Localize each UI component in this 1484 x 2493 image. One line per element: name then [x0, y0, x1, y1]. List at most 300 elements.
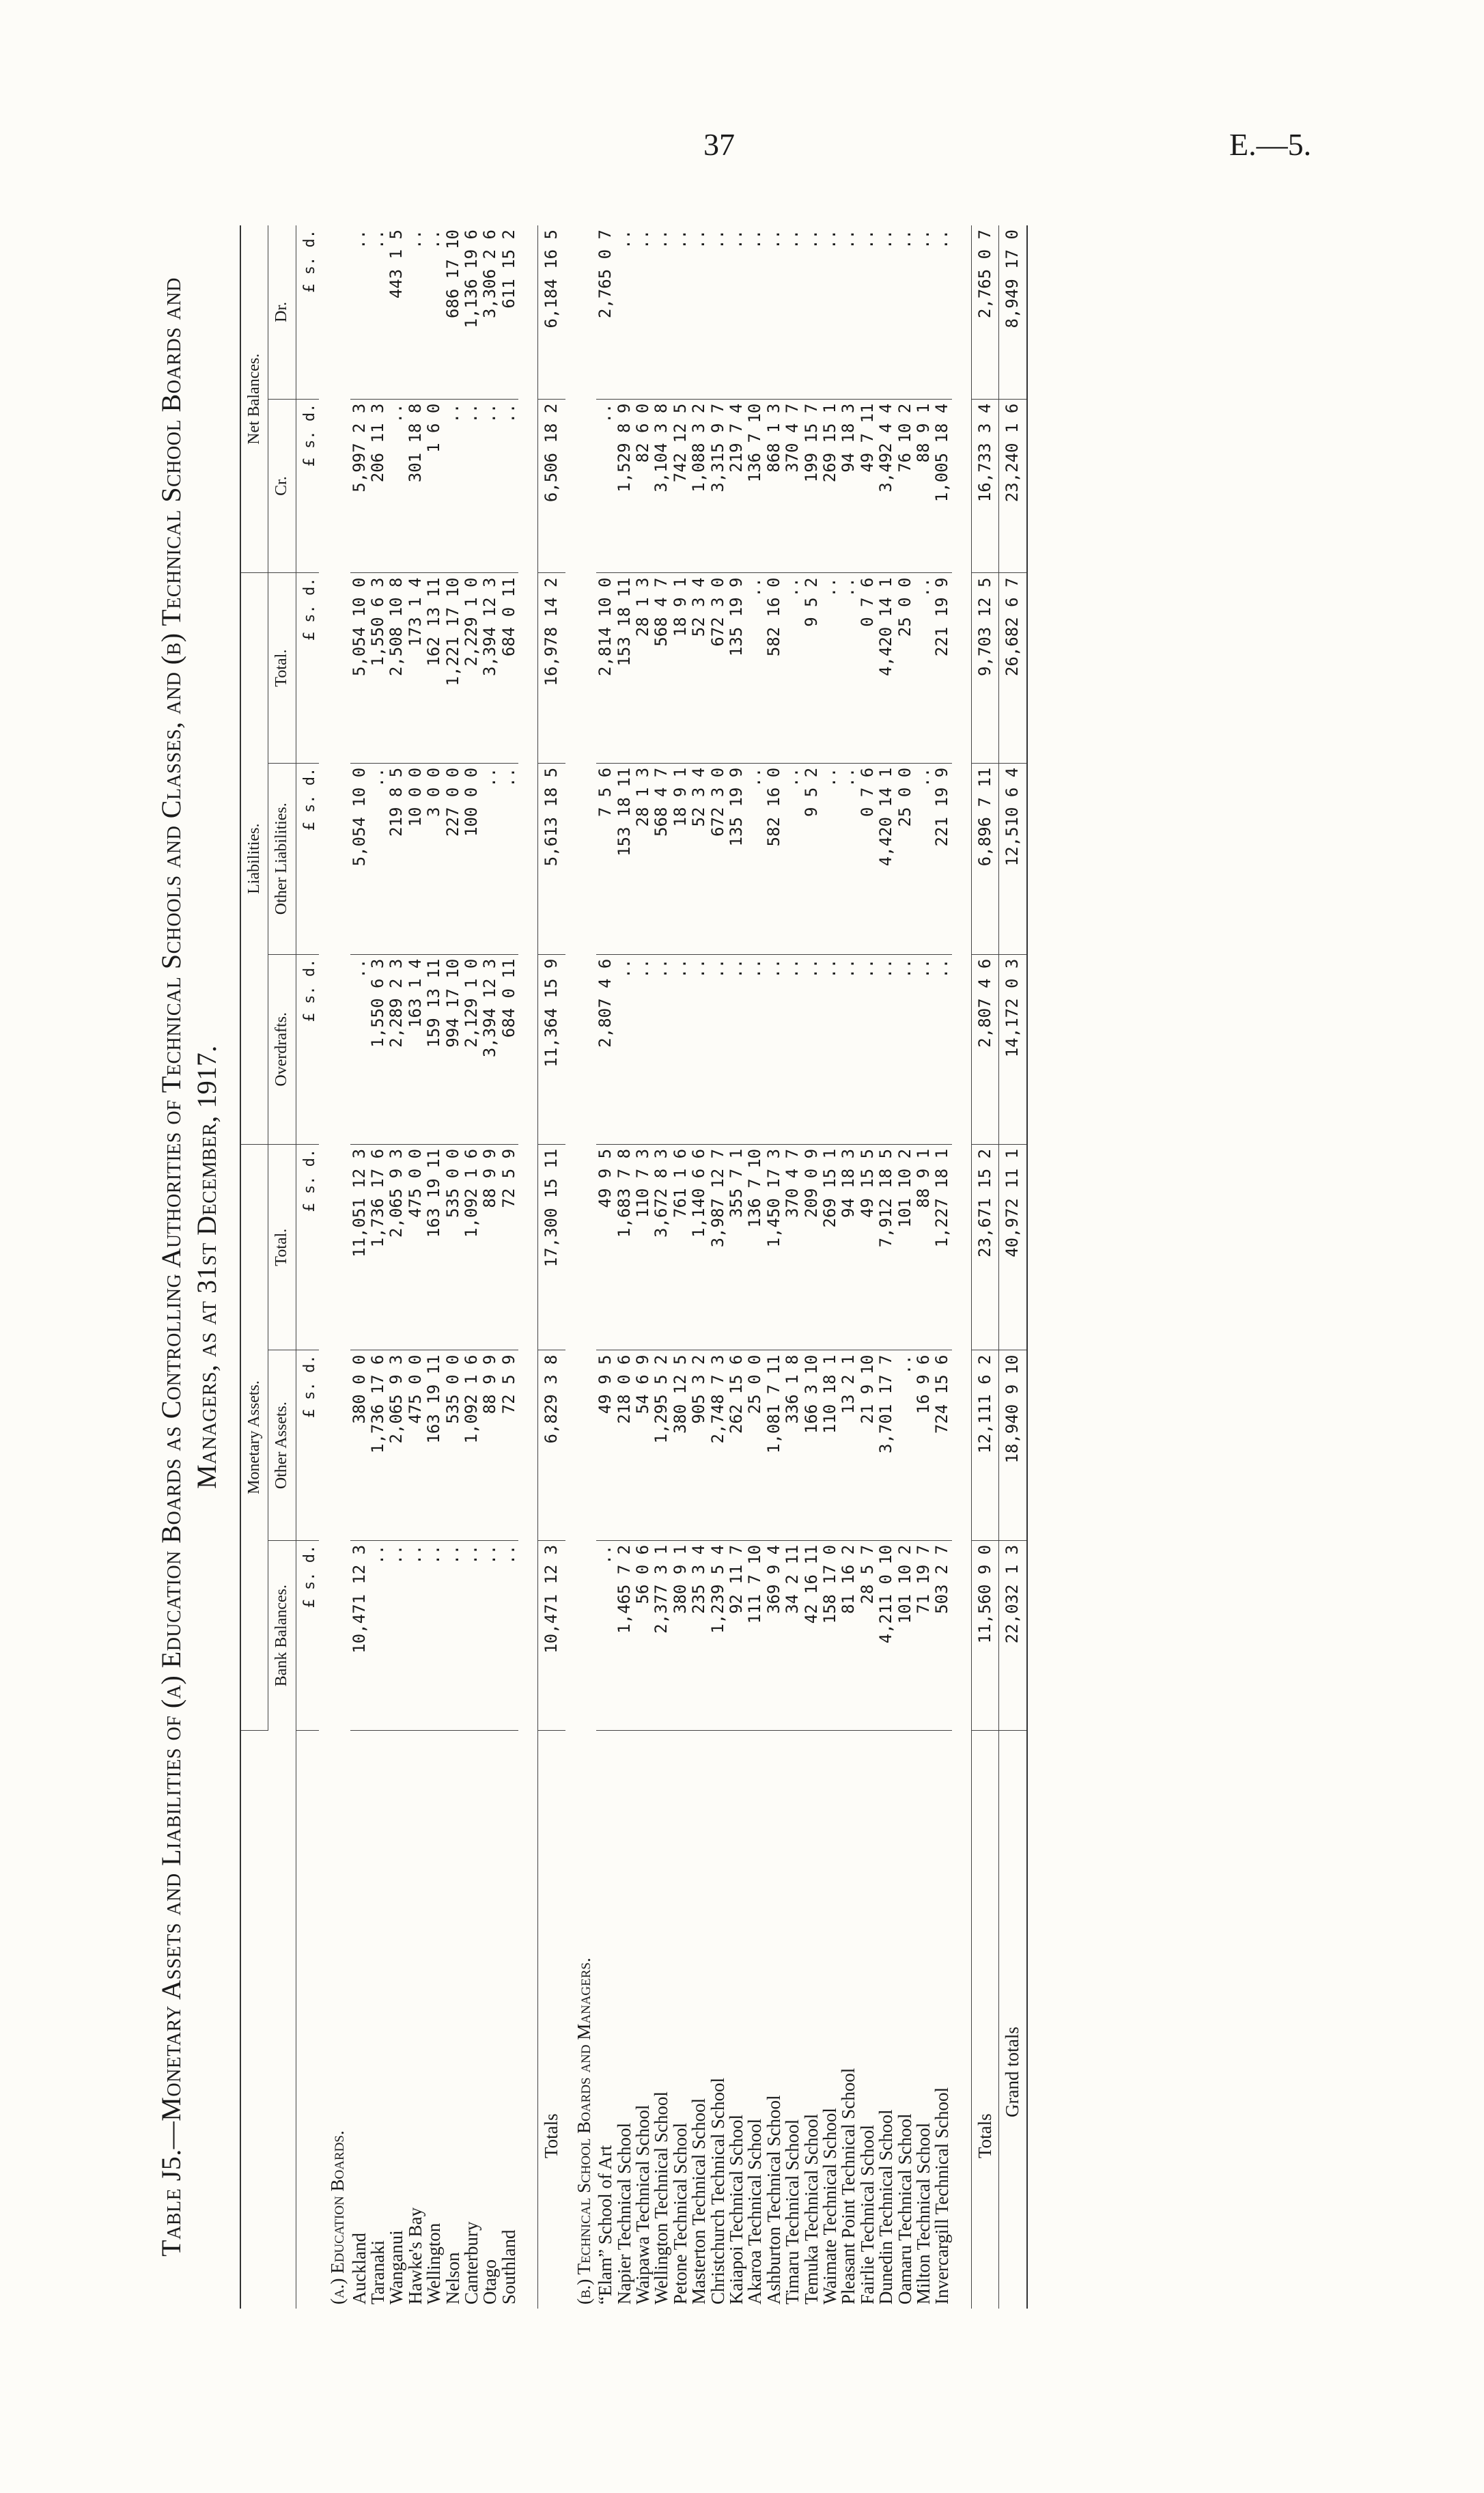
value-cell: 163 19 11 — [425, 1144, 443, 1350]
units-cell: £ s. d. — [296, 399, 319, 573]
value-cell: 1,295 5 2 — [652, 1350, 671, 1540]
value-cell: .. — [406, 225, 425, 399]
value-cell: 868 1 3 — [765, 399, 783, 573]
value-cell: 52 3 4 — [690, 763, 708, 954]
value-cell: 206 11 3 — [369, 399, 387, 573]
row-label: Wanganui — [386, 2230, 407, 2304]
value-cell: .. — [634, 225, 652, 399]
value-cell: 163 1 4 — [406, 954, 425, 1144]
value-cell: .. — [877, 954, 895, 1144]
value-cell: .. — [615, 225, 634, 399]
value-cell: .. — [839, 225, 858, 399]
section-a-totals-row — [538, 225, 565, 2309]
value-cell: 235 3 4 — [690, 1540, 708, 1730]
value-cell: 994 17 10 — [444, 954, 462, 1144]
value-cell: .. — [933, 954, 951, 1144]
table-row — [690, 225, 708, 2309]
value-cell: 162 13 11 — [425, 573, 443, 763]
value-cell: .. — [406, 1540, 425, 1730]
value-cell: .. — [765, 225, 783, 399]
value-cell: 2,807 4 6 — [596, 954, 615, 1144]
value-cell: 672 3 0 — [709, 763, 727, 954]
value-cell: 88 9 1 — [914, 399, 933, 573]
row-label: Wellington Technical School — [651, 2091, 672, 2304]
table-caption — [154, 225, 225, 2309]
value-cell: .. — [615, 954, 634, 1144]
value-cell: 54 6 9 — [634, 1350, 652, 1540]
value-cell: 3,394 12 3 — [481, 573, 499, 763]
value-cell: 9 5 2 — [802, 573, 821, 763]
value-cell: 6,184 16 5 — [538, 225, 565, 399]
value-cell: 582 16 0 — [765, 573, 783, 763]
header-dr: Dr. — [268, 225, 296, 399]
value-cell: .. — [652, 225, 671, 399]
table-row — [746, 225, 764, 2309]
row-label: Waipawa Technical School — [632, 2104, 653, 2304]
units-cell: £ s. d. — [296, 1540, 319, 1730]
value-cell: .. — [671, 225, 690, 399]
value-cell: 1,136 19 6 — [462, 225, 481, 399]
row-label: “Elam” School of Art — [595, 2145, 616, 2304]
value-cell: 3,492 4 4 — [877, 399, 895, 573]
value-cell: 3,701 17 7 — [877, 1350, 895, 1540]
value-cell: 3,672 8 3 — [652, 1144, 671, 1350]
units-cell: £ s. d. — [296, 1350, 319, 1540]
value-cell: 219 7 4 — [727, 399, 746, 573]
page-header — [0, 126, 1484, 181]
value-cell: 13 2 1 — [839, 1350, 858, 1540]
value-cell: 3,987 12 7 — [709, 1144, 727, 1350]
row-label: Ashburton Technical School — [763, 2095, 784, 2304]
value-cell: 6,506 18 2 — [538, 399, 565, 573]
value-cell: 1,550 6 3 — [369, 954, 387, 1144]
table-row — [369, 225, 387, 2309]
value-cell: 380 9 1 — [671, 1540, 690, 1730]
row-label: Otago — [479, 2259, 501, 2304]
value-cell: 110 18 1 — [821, 1350, 839, 1540]
value-cell: 163 19 11 — [425, 1350, 443, 1540]
value-cell: 52 3 4 — [690, 573, 708, 763]
table-row — [877, 225, 895, 2309]
units-cell: £ s. d. — [296, 225, 319, 399]
value-cell: 12,510 6 4 — [999, 763, 1027, 954]
value-cell: .. — [444, 399, 462, 573]
value-cell: .. — [802, 954, 821, 1144]
row-label: Taranaki — [367, 2240, 389, 2304]
value-cell: 110 7 3 — [634, 1144, 652, 1350]
value-cell: 4,211 0 10 — [877, 1540, 895, 1730]
table-row — [481, 225, 499, 2309]
document-code: E.—5. — [1229, 127, 1312, 162]
value-cell: .. — [709, 225, 727, 399]
table-caption-title: —Monetary Assets and Liabilities of (a) Education Boards as Controlling Authorities of Technical Schools and Classes, and (b) Technical School Boards and Managers, as at 31st December, 1917. — [156, 277, 222, 2149]
header-cr: Cr. — [268, 399, 296, 573]
value-cell: 88 9 1 — [914, 1144, 933, 1350]
value-cell: 724 15 6 — [933, 1350, 951, 1540]
value-cell: .. — [652, 954, 671, 1144]
value-cell: .. — [783, 763, 802, 954]
value-cell: 49 7 11 — [858, 399, 877, 573]
value-cell: .. — [802, 225, 821, 399]
value-cell: 153 18 11 — [615, 573, 634, 763]
value-cell: 370 4 7 — [783, 399, 802, 573]
value-cell: 221 19 9 — [933, 573, 951, 763]
value-cell: 582 16 0 — [765, 763, 783, 954]
value-cell: 209 0 9 — [802, 1144, 821, 1350]
value-cell: 88 9 9 — [481, 1350, 499, 1540]
table-row — [765, 225, 783, 2309]
value-cell: 611 15 2 — [500, 225, 518, 399]
section-a-heading — [319, 225, 350, 2309]
value-cell: .. — [481, 399, 499, 573]
value-cell: .. — [746, 954, 764, 1144]
value-cell: 40,972 11 1 — [999, 1144, 1027, 1350]
units-cell: £ s. d. — [296, 573, 319, 763]
value-cell: .. — [369, 225, 387, 399]
row-label: Auckland — [348, 2233, 369, 2304]
value-cell: 336 1 8 — [783, 1350, 802, 1540]
value-cell: 153 18 11 — [615, 763, 634, 954]
value-cell: 2,065 9 3 — [387, 1144, 406, 1350]
value-cell: 684 0 11 — [500, 954, 518, 1144]
value-cell: 5,054 10 0 — [350, 573, 369, 763]
value-cell: .. — [914, 763, 933, 954]
value-cell: 101 10 2 — [896, 1144, 914, 1350]
value-cell: .. — [690, 954, 708, 1144]
row-label: Timaru Technical School — [782, 2119, 803, 2304]
value-cell: 2,229 1 0 — [462, 573, 481, 763]
value-cell: .. — [746, 573, 764, 763]
value-cell: 355 7 1 — [727, 1144, 746, 1350]
value-cell: 159 13 11 — [425, 954, 443, 1144]
value-cell: .. — [690, 225, 708, 399]
value-cell: 25 0 0 — [746, 1350, 764, 1540]
value-cell: 92 11 7 — [727, 1540, 746, 1730]
value-cell: 21 9 10 — [858, 1350, 877, 1540]
value-cell: 2,748 7 3 — [709, 1350, 727, 1540]
value-cell: 23,240 1 6 — [999, 399, 1027, 573]
table-row — [350, 225, 369, 2309]
row-label: Canterbury — [461, 2221, 482, 2304]
value-cell: 23,671 15 2 — [971, 1144, 998, 1350]
rotated-table-block — [154, 225, 1280, 2309]
value-cell: 6,829 3 8 — [538, 1350, 565, 1540]
table-row — [444, 225, 462, 2309]
value-cell: 82 6 0 — [634, 399, 652, 573]
value-cell: 14,172 0 3 — [999, 954, 1027, 1144]
value-cell: .. — [369, 1540, 387, 1730]
value-cell: 56 0 6 — [634, 1540, 652, 1730]
value-cell: 7 5 6 — [596, 763, 615, 954]
value-cell: 0 7 6 — [858, 763, 877, 954]
value-cell: .. — [746, 225, 764, 399]
value-cell: 2,065 9 3 — [387, 1350, 406, 1540]
value-cell: .. — [596, 1540, 615, 1730]
value-cell: 17,300 15 11 — [538, 1144, 565, 1350]
value-cell: 81 16 2 — [839, 1540, 858, 1730]
section-a-heading-label: (a.) Education Boards. — [327, 2130, 348, 2304]
value-cell: 380 0 0 — [350, 1350, 369, 1540]
value-cell: 18 9 1 — [671, 573, 690, 763]
value-cell: 7,912 18 5 — [877, 1144, 895, 1350]
value-cell: 111 7 10 — [746, 1540, 764, 1730]
value-cell: 49 9 5 — [596, 1350, 615, 1540]
value-cell: .. — [914, 573, 933, 763]
value-cell: 25 0 0 — [896, 763, 914, 954]
units-row — [296, 225, 319, 2309]
value-cell: .. — [727, 954, 746, 1144]
value-cell: 269 15 1 — [821, 399, 839, 573]
value-cell: .. — [858, 954, 877, 1144]
value-cell: 28 5 7 — [858, 1540, 877, 1730]
table-row — [462, 225, 481, 2309]
value-cell: .. — [387, 399, 406, 573]
value-cell: .. — [821, 225, 839, 399]
header-other-assets: Other Assets. — [268, 1350, 296, 1540]
value-cell: 301 18 8 — [406, 399, 425, 573]
value-cell: .. — [481, 1540, 499, 1730]
table-row — [783, 225, 802, 2309]
value-cell: .. — [596, 399, 615, 573]
value-cell: 49 9 5 — [596, 1144, 615, 1350]
row-label: Milton Technical School — [913, 2122, 934, 2304]
header-monetary-assets: Monetary Assets. — [240, 1144, 268, 1730]
value-cell: 25 0 0 — [896, 573, 914, 763]
value-cell: 535 0 0 — [444, 1144, 462, 1350]
value-cell: 1,092 1 6 — [462, 1350, 481, 1540]
value-cell: 1,450 17 3 — [765, 1144, 783, 1350]
value-cell: .. — [783, 954, 802, 1144]
value-cell: 686 17 10 — [444, 225, 462, 399]
value-cell: 2,129 1 0 — [462, 954, 481, 1144]
value-cell: .. — [671, 954, 690, 1144]
value-cell: .. — [839, 763, 858, 954]
value-cell: 1,529 8 9 — [615, 399, 634, 573]
value-cell: 905 3 2 — [690, 1350, 708, 1540]
value-cell: 262 15 6 — [727, 1350, 746, 1540]
value-cell: 568 4 7 — [652, 763, 671, 954]
value-cell: 4,420 14 1 — [877, 763, 895, 954]
table-row — [858, 225, 877, 2309]
value-cell: .. — [914, 954, 933, 1144]
value-cell: .. — [933, 225, 951, 399]
value-cell: 11,051 12 3 — [350, 1144, 369, 1350]
section-b-heading — [565, 225, 596, 2309]
table-row — [652, 225, 671, 2309]
value-cell: 94 18 3 — [839, 399, 858, 573]
row-label: Totals — [971, 1731, 998, 2309]
value-cell: 16,733 3 4 — [971, 399, 998, 573]
value-cell: 1,736 17 6 — [369, 1144, 387, 1350]
value-cell: 136 7 10 — [746, 1144, 764, 1350]
header-blank — [240, 1731, 296, 2309]
spacer-row — [952, 225, 972, 2309]
value-cell: 10 0 0 — [406, 763, 425, 954]
row-label: Hawke's Bay — [404, 2207, 425, 2304]
value-cell: 535 0 0 — [444, 1350, 462, 1540]
value-cell: .. — [858, 225, 877, 399]
value-cell: 0 7 6 — [858, 573, 877, 763]
table-row — [500, 225, 518, 2309]
value-cell: 6,896 7 11 — [971, 763, 998, 954]
table-row — [727, 225, 746, 2309]
table-row — [896, 225, 914, 2309]
table-row — [671, 225, 690, 2309]
value-cell: 1 6 0 — [425, 399, 443, 573]
value-cell: 380 12 5 — [671, 1350, 690, 1540]
value-cell: 369 9 4 — [765, 1540, 783, 1730]
value-cell: 26,682 6 7 — [999, 573, 1027, 763]
value-cell: 3,315 9 7 — [709, 399, 727, 573]
value-cell: 1,081 7 11 — [765, 1350, 783, 1540]
value-cell: 173 1 4 — [406, 573, 425, 763]
value-cell: 2,289 2 3 — [387, 954, 406, 1144]
section-b-totals-row — [971, 225, 998, 2309]
value-cell: 1,088 3 2 — [690, 399, 708, 573]
value-cell: 158 17 0 — [821, 1540, 839, 1730]
table-caption-lead: Table J5. — [156, 2149, 186, 2257]
value-cell: .. — [821, 573, 839, 763]
value-cell: 443 1 5 — [387, 225, 406, 399]
header-total-assets: Total. — [268, 1144, 296, 1350]
value-cell: 10,471 12 3 — [350, 1540, 369, 1730]
value-cell: .. — [877, 225, 895, 399]
header-bank-balances: Bank Balances. — [268, 1540, 296, 1730]
value-cell: 2,814 10 0 — [596, 573, 615, 763]
table-row — [425, 225, 443, 2309]
row-label: Kaiapoi Technical School — [725, 2114, 746, 2304]
value-cell: .. — [500, 399, 518, 573]
value-cell: 18,940 9 10 — [999, 1350, 1027, 1540]
value-cell: .. — [387, 1540, 406, 1730]
value-cell: 5,997 2 3 — [350, 399, 369, 573]
value-cell: .. — [500, 763, 518, 954]
header-row-groups — [240, 225, 268, 2309]
value-cell: 568 4 7 — [652, 573, 671, 763]
value-cell: .. — [821, 954, 839, 1144]
units-cell: £ s. d. — [296, 1144, 319, 1350]
table-row — [839, 225, 858, 2309]
value-cell: 2,765 0 7 — [971, 225, 998, 399]
row-label: Wellington — [423, 2223, 445, 2304]
value-cell: 1,683 7 8 — [615, 1144, 634, 1350]
value-cell: 1,239 5 4 — [709, 1540, 727, 1730]
value-cell: 22,032 1 3 — [999, 1540, 1027, 1730]
row-label: Totals — [538, 1731, 565, 2309]
value-cell: .. — [896, 1350, 914, 1540]
value-cell: 28 1 3 — [634, 763, 652, 954]
value-cell: 11,560 9 0 — [971, 1540, 998, 1730]
value-cell: 5,613 18 5 — [538, 763, 565, 954]
value-cell: 88 9 9 — [481, 1144, 499, 1350]
value-cell: .. — [783, 573, 802, 763]
row-label: Fairlie Technical School — [856, 2124, 878, 2304]
grand-totals-row — [999, 225, 1027, 2309]
row-label: Christchurch Technical School — [707, 2077, 728, 2304]
value-cell: 166 3 10 — [802, 1350, 821, 1540]
row-label: Grand totals — [999, 1731, 1027, 2309]
value-cell: 1,140 6 6 — [690, 1144, 708, 1350]
value-cell: 12,111 6 2 — [971, 1350, 998, 1540]
value-cell: 18 9 1 — [671, 763, 690, 954]
value-cell: 71 19 7 — [914, 1540, 933, 1730]
value-cell: .. — [709, 954, 727, 1144]
value-cell: .. — [746, 763, 764, 954]
value-cell: 5,054 10 0 — [350, 763, 369, 954]
value-cell: 16 9 6 — [914, 1350, 933, 1540]
value-cell: .. — [444, 1540, 462, 1730]
value-cell: 269 15 1 — [821, 1144, 839, 1350]
row-label: Pleasant Point Technical School — [838, 2067, 859, 2304]
row-label: Invercargill Technical School — [932, 2087, 953, 2304]
value-cell: 1,736 17 6 — [369, 1350, 387, 1540]
units-cell: £ s. d. — [296, 763, 319, 954]
value-cell: .. — [350, 954, 369, 1144]
value-cell: 1,465 7 2 — [615, 1540, 634, 1730]
value-cell: 135 19 9 — [727, 573, 746, 763]
table-row — [933, 225, 951, 2309]
value-cell: 3,394 12 3 — [481, 954, 499, 1144]
page-number: 37 — [703, 127, 735, 162]
value-cell: 76 10 2 — [896, 399, 914, 573]
value-cell: 2,807 4 6 — [971, 954, 998, 1144]
value-cell: .. — [481, 763, 499, 954]
value-cell: .. — [369, 763, 387, 954]
value-cell: 101 10 2 — [896, 1540, 914, 1730]
table-row — [802, 225, 821, 2309]
value-cell: 672 3 0 — [709, 573, 727, 763]
value-cell: 10,471 12 3 — [538, 1540, 565, 1730]
value-cell: 4,420 14 1 — [877, 573, 895, 763]
value-cell: .. — [765, 954, 783, 1144]
header-overdrafts: Overdrafts. — [268, 954, 296, 1144]
value-cell: 221 19 9 — [933, 763, 951, 954]
value-cell: 1,005 18 4 — [933, 399, 951, 573]
value-cell: 742 12 5 — [671, 399, 690, 573]
value-cell: 49 15 5 — [858, 1144, 877, 1350]
value-cell: 761 1 6 — [671, 1144, 690, 1350]
row-label: Akaroa Technical School — [744, 2118, 766, 2304]
value-cell: .. — [914, 225, 933, 399]
value-cell: .. — [462, 1540, 481, 1730]
value-cell: .. — [425, 225, 443, 399]
row-label: Waimate Technical School — [819, 2108, 840, 2304]
row-label: Temuka Technical School — [800, 2113, 822, 2304]
value-cell: 135 19 9 — [727, 763, 746, 954]
value-cell: .. — [783, 225, 802, 399]
header-total-liabilities: Total. — [268, 573, 296, 763]
spacer-row — [518, 225, 538, 2309]
value-cell: 94 18 3 — [839, 1144, 858, 1350]
value-cell: .. — [425, 1540, 443, 1730]
value-cell: 3,306 2 6 — [481, 225, 499, 399]
value-cell: .. — [727, 225, 746, 399]
value-cell: 219 8 5 — [387, 763, 406, 954]
table-row — [914, 225, 933, 2309]
value-cell: .. — [839, 954, 858, 1144]
value-cell: 218 0 6 — [615, 1350, 634, 1540]
value-cell: 684 0 11 — [500, 573, 518, 763]
value-cell: 1,221 17 10 — [444, 573, 462, 763]
table-body — [296, 225, 1026, 2309]
section-b-heading-label: (b.) Technical School Boards and Managers. — [573, 1958, 594, 2304]
table-row — [406, 225, 425, 2309]
value-cell: 2,377 3 1 — [652, 1540, 671, 1730]
value-cell: 503 2 7 — [933, 1540, 951, 1730]
row-label: Napier Technical School — [613, 2122, 634, 2304]
row-label: Southland — [498, 2229, 519, 2304]
row-label: Petone Technical School — [669, 2122, 690, 2304]
